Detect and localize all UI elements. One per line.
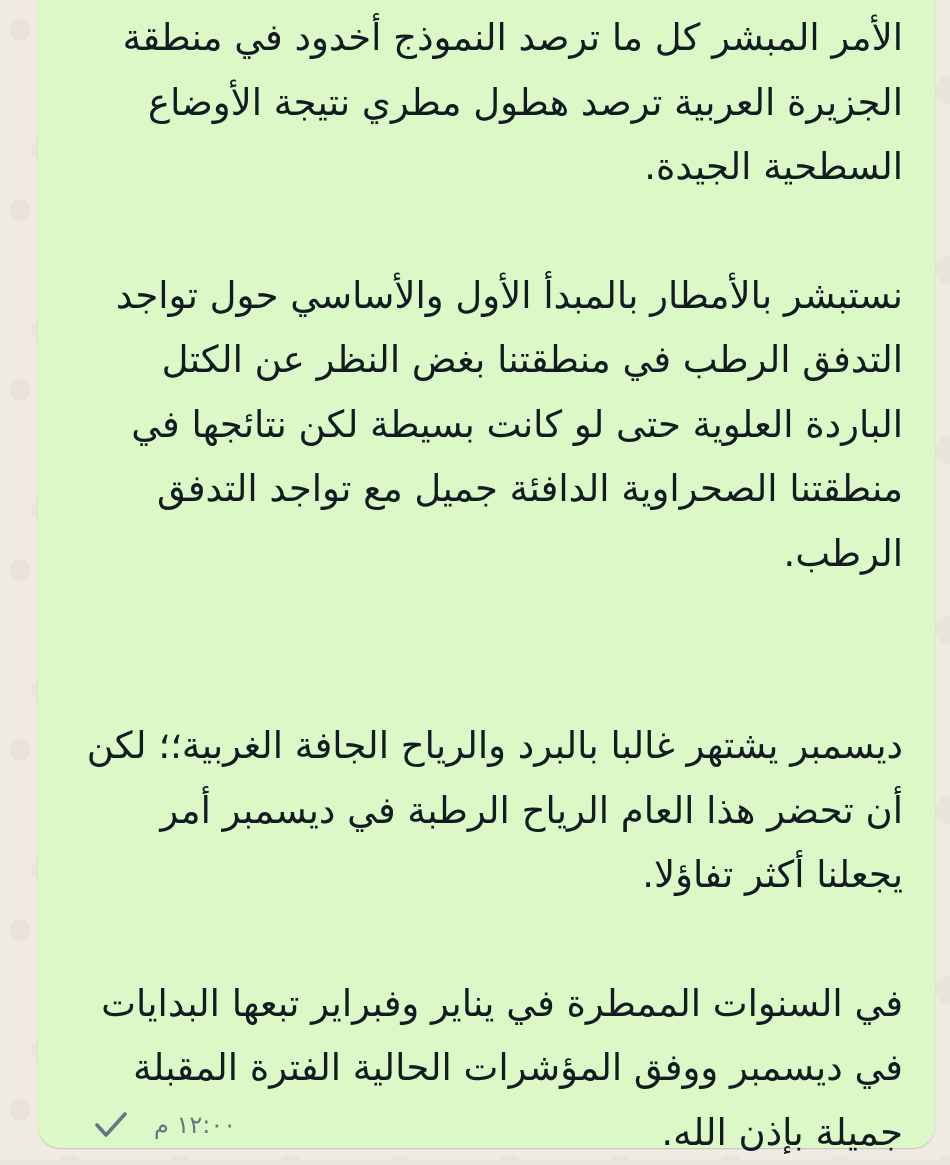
message-paragraph-1: الأمر المبشر كل ما ترصد النموذج أخدود في منطقة الجزيرة العربية ترصد هطول مطري نتيجة الأوضاع السطحية الجيدة. xyxy=(78,6,903,200)
message-meta xyxy=(94,1110,236,1140)
message-timestamp: ١٢:٠٠ م xyxy=(154,1111,236,1139)
single-check-icon xyxy=(94,1110,128,1140)
message-paragraph-3: ديسمبر يشتهر غالبا بالبرد والرياح الجافة الغربية؛؛ لكن أن تحضر هذا العام الرياح الرطبة في ديسمبر أمر يجعلنا أكثر تفاؤلا. xyxy=(78,714,903,908)
message-paragraph-2: نستبشر بالأمطار بالمبدأ الأول والأساسي حول تواجد التدفق الرطب في منطقتنا بغض النظر عن الكتل الباردة العلوية حتى لو كانت بسيطة لكن نتائجها في منطقتنا الصحراوية الدافئة جميل مع تواجد التدفق الرطب. xyxy=(78,264,903,587)
message-paragraph-4: في السنوات الممطرة في يناير وفبراير تبعها البدايات في ديسمبر ووفق المؤشرات الحالية الفترة المقبلة جميلة بإذن الله. xyxy=(78,972,903,1165)
paragraph-spacer xyxy=(78,200,903,264)
message-bubble[interactable] xyxy=(38,0,935,1148)
message-text xyxy=(78,6,903,1165)
paragraph-spacer xyxy=(78,586,903,714)
paragraph-spacer xyxy=(78,908,903,972)
